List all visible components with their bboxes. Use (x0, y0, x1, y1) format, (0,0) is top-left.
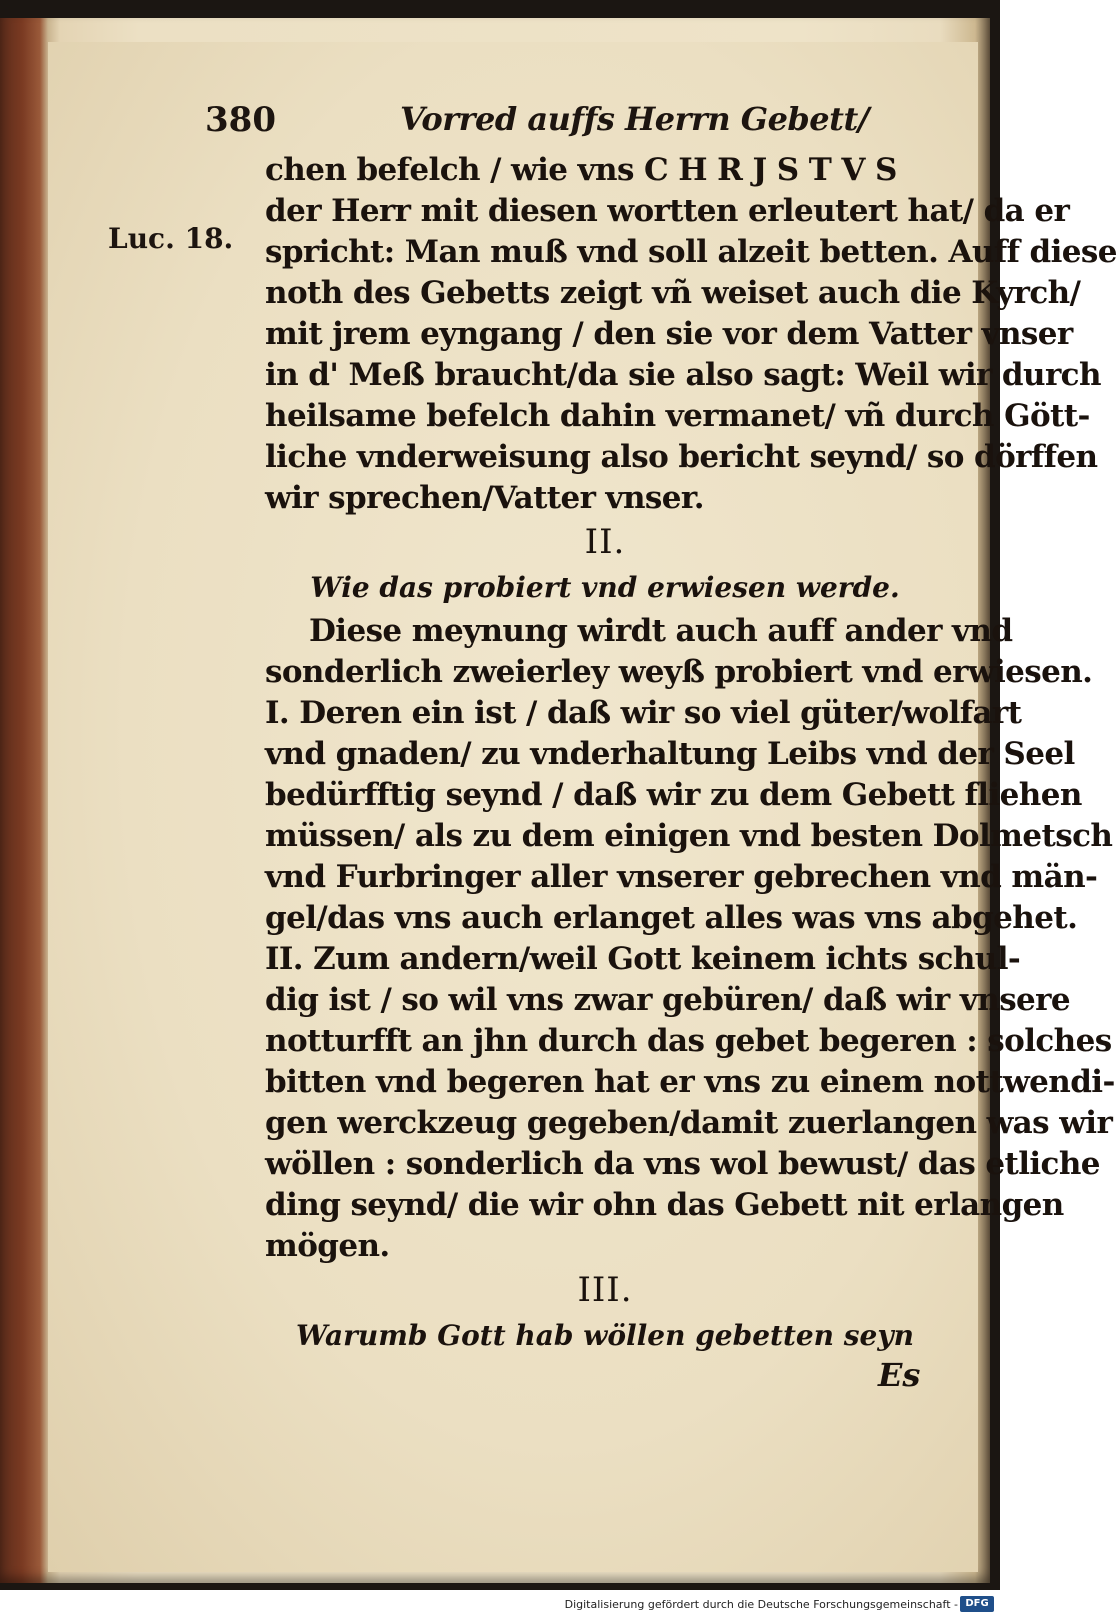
text-line: II. Zum andern/weil Gott keinem ichts schul- (265, 941, 1021, 977)
text-line: wöllen : sonderlich da vns wol bewust/ das etliche (265, 1146, 1100, 1182)
text-block (265, 150, 1117, 1359)
catchword: Es (878, 1356, 921, 1394)
text-line: Diese meynung wirdt auch auff ander vnd (309, 613, 1013, 649)
text-line: gel/das vns auch erlanget alles was vns abgehet. (265, 900, 1078, 936)
dfg-logo: DFG (960, 1596, 994, 1612)
text-line: der Herr mit diesen wortten erleutert hat/ da er (265, 193, 1070, 229)
text-line: dig ist / so wil vns zwar gebüren/ daß wir vnsere (265, 982, 1071, 1018)
footer-bar (0, 1590, 1000, 1620)
text-line: mit jrem eyngang / den sie vor dem Vatter vnser (265, 316, 1073, 352)
running-head: Vorred auffs Herrn Gebett/ (400, 100, 869, 138)
text-line: vnd Furbringer aller vnserer gebrechen vnd män- (265, 859, 1098, 895)
section-number-2: II. (584, 522, 626, 562)
page-header (0, 100, 1000, 150)
text-line: gen werckzeug gegeben/damit zuerlangen was wir (265, 1105, 1113, 1141)
text-line: ding seynd/ die wir ohn das Gebett nit erlangen (265, 1187, 1064, 1223)
section-title-3: Warumb Gott hab wöllen gebetten seyn (296, 1319, 914, 1352)
margin-note: Luc. 18. (108, 222, 234, 255)
text-line: spricht: Man muß vnd soll alzeit betten. Auff diese (265, 234, 1117, 270)
text-line: bedürfftig seynd / daß wir zu dem Gebett fliehen (265, 777, 1082, 813)
text-line: bitten vnd begeren hat er vns zu einem nottwendi- (265, 1064, 1115, 1100)
text-line: I. Deren ein ist / daß wir so viel güter/wolfart (265, 695, 1022, 731)
paragraph-1 (265, 150, 1117, 519)
text-line: notturfft an jhn durch das gebet begeren : solches (265, 1023, 1112, 1059)
text-line: chen befelch / wie vns C H R J S T V S (265, 152, 897, 188)
section-title-2: Wie das probiert vnd erwiesen werde. (310, 571, 900, 604)
text-line: wir sprechen/Vatter vnser. (265, 480, 704, 516)
section-number-3: III. (577, 1270, 633, 1310)
text-line: heilsame befelch dahin vermanet/ vñ durch Gött- (265, 398, 1090, 434)
text-line: in d' Meß braucht/da sie also sagt: Weil wir durch (265, 357, 1101, 393)
paragraph-2 (265, 611, 1115, 1267)
text-line: sonderlich zweierley weyß probiert vnd erwiesen. (265, 654, 1093, 690)
text-line: vnd gnaden/ zu vnderhaltung Leibs vnd der Seel (265, 736, 1075, 772)
text-line: liche vnderweisung also bericht seynd/ so dörffen (265, 439, 1098, 475)
text-line: mögen. (265, 1228, 390, 1264)
text-line: müssen/ als zu dem einigen vnd besten Dolmetsch (265, 818, 1113, 854)
digitization-credit: Digitalisierung gefördert durch die Deutsche Forschungsgemeinschaft - (564, 1598, 958, 1611)
page-number: 380 (205, 100, 276, 140)
text-line: noth des Gebetts zeigt vñ weiset auch die Kyrch/ (265, 275, 1081, 311)
